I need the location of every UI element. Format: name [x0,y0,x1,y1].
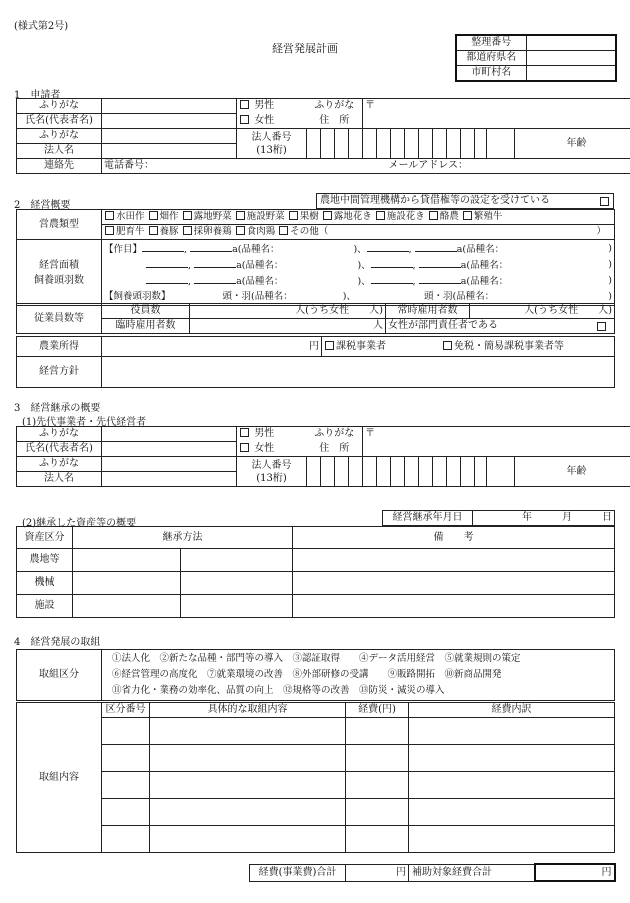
prefecture-input[interactable] [526,51,616,66]
address-input[interactable] [363,114,630,129]
col-method: 継承方法 [73,527,293,549]
regular-label: 常時雇用者数 [386,304,470,319]
page-title: 経営発展計画 [272,42,338,55]
chukan-row [316,193,614,209]
mail-field[interactable]: メールアドレス： [377,159,630,174]
asset-input[interactable] [73,549,181,572]
addr-label: 住 所 [307,114,363,129]
prev-addr-label: 住 所 [307,442,363,457]
type-checkbox[interactable] [279,226,288,235]
cost-input[interactable] [346,745,409,772]
female-option[interactable]: 女性 [237,114,307,129]
temp-label: 臨時雇用者数 [102,319,190,334]
prev-male-option[interactable]: 男性 [237,427,307,442]
subsidy-label: 補助対象経費合計 [409,864,535,881]
prev-age-label: 年齢 [515,457,630,487]
applicant-table [16,98,630,174]
type-checkbox[interactable] [105,211,114,220]
totals-row [249,863,616,882]
section3-sub2: (2)継承した資産等の概要 [22,518,137,529]
income-label: 農業所得 [17,337,102,357]
section2-heading: 2 経営概要 [14,200,71,211]
asset-input[interactable] [181,595,293,618]
name-rep-input[interactable] [102,114,237,129]
asset-input[interactable] [181,549,293,572]
succession-date-label: 経営継承年月日 [383,511,473,526]
type-checkbox[interactable] [289,211,298,220]
breakdown-input[interactable] [409,826,615,853]
contact-label: 連絡先 [17,159,102,174]
no-input[interactable] [102,718,150,745]
breakdown-input[interactable] [409,772,615,799]
prefecture-label: 都道府県名 [456,51,526,66]
type-label: 営農類型 [17,210,102,240]
no-input[interactable] [102,745,150,772]
exempt-checkbox[interactable] [443,341,452,350]
corp-digit[interactable] [405,129,419,159]
total-label: 経費(事業費)合計 [250,864,346,881]
prev-corp-name-label: 法人名 [17,472,102,487]
corp-digit[interactable] [363,129,377,159]
reg-number-input[interactable] [526,35,616,51]
prev-corp-no-label: 法人番号 (13桁) [237,457,307,487]
corp-digit[interactable] [461,129,475,159]
income-input[interactable]: 円 [102,337,322,357]
corp-digit[interactable] [433,457,447,487]
succession-date-row [382,510,615,526]
furigana-addr-label: ふりがな [307,99,363,114]
corp-digit[interactable] [335,457,349,487]
subsidy-input[interactable]: 円 [535,864,615,881]
corp-name-input[interactable] [102,144,237,159]
corp-digit[interactable] [447,457,461,487]
prev-name-input[interactable] [102,442,237,457]
succession-date-input[interactable]: 年 月 日 [473,511,615,526]
naiyo-label: 取組内容 [17,703,102,853]
type-checkbox[interactable] [323,211,332,220]
corp-digit[interactable] [335,129,349,159]
asset-input[interactable] [73,595,181,618]
corp-name-label: 法人名 [17,144,102,159]
name-rep-label: 氏名(代表者名) [17,114,102,129]
detail-input[interactable] [150,718,346,745]
reg-number-label: 整理番号 [456,35,526,51]
municipality-label: 市町村名 [456,66,526,82]
prev-postal-field[interactable]: 〒 [363,427,630,442]
type-checkbox[interactable] [376,211,385,220]
regular-input[interactable]: 人(うち女性 人) [470,304,615,319]
corp-digit[interactable] [405,457,419,487]
emp-label: 従業員数等 [17,304,102,334]
corp-digit[interactable] [391,457,405,487]
corp-digit[interactable] [433,129,447,159]
asset-note-input[interactable] [293,572,615,595]
policy-label: 経営方針 [17,357,102,388]
type-checkbox[interactable] [236,226,245,235]
prev-address-input[interactable] [363,442,630,457]
breakdown-input[interactable] [409,745,615,772]
corp-digit[interactable] [349,457,363,487]
chukan-field[interactable]: 農地中間管理機構から貸借権等の設定を受けている [317,194,614,209]
male-option[interactable]: 男性 [237,99,307,114]
kubun-list: ①法人化 ②新たな品種・部門等の導入 ③認証取得 ④データ活用経営 ⑤就業規則の策定 ⑥経営管理の高度化 ⑦就業環境の改善 ⑧外部研修の受講 ⑨販路開拓 ⑩新商品開発 ⑪省力化・業務の効率化、品質の向上 ⑫規格等の改善 ⑬防災・減災の導入 [102,650,615,701]
temp-input[interactable]: 人 [190,319,386,334]
corp-digit[interactable] [363,457,377,487]
asset-input[interactable] [73,572,181,595]
policy-input[interactable] [102,357,615,388]
col-breakdown: 経費内訳 [409,703,615,718]
types-row1[interactable]: 水田作 畑作 露地野菜 施設野菜 果樹 露地花き 施設花き 酪農 繁殖牛 [102,210,615,225]
corp-digit[interactable] [447,129,461,159]
woman-head-checkbox[interactable] [597,322,606,331]
woman-head-field[interactable]: 女性が部門責任者である [386,319,615,334]
detail-input[interactable] [150,799,346,826]
chukan-checkbox[interactable] [600,197,609,206]
total-input[interactable]: 円 [346,864,409,881]
municipality-input[interactable] [526,66,616,82]
type-checkbox[interactable] [183,226,192,235]
overview-table [16,209,615,306]
section3-heading: 3 経営継承の概要 [14,403,101,414]
kubun-table [16,649,615,701]
no-input[interactable] [102,799,150,826]
predecessor-table [16,426,630,487]
corp-no-label: 法人番号 (13桁) [237,129,307,159]
prev-corp-name-input[interactable] [102,472,237,487]
corp-digit[interactable] [321,129,335,159]
no-input[interactable] [102,772,150,799]
naiyo-table [16,702,615,853]
furigana-corp-label: ふりがな [17,129,102,144]
prev-female-checkbox[interactable] [240,443,249,452]
corp-digit[interactable] [391,129,405,159]
phone-field[interactable]: 電話番号： [102,159,377,174]
female-checkbox[interactable] [240,115,249,124]
col-asset: 資産区分 [17,527,73,549]
cost-input[interactable] [346,799,409,826]
employees-table [16,303,615,334]
tax-options[interactable]: 課税事業者 免税・簡易課税事業者等 [322,337,615,357]
age-label: 年齢 [515,129,630,159]
type-checkbox[interactable] [149,211,158,220]
cost-input[interactable] [346,718,409,745]
corp-digit[interactable] [377,457,391,487]
no-input[interactable] [102,826,150,853]
corp-digit[interactable] [321,457,335,487]
furigana-rep-input[interactable] [102,99,237,114]
furigana-corp-input[interactable] [102,129,237,144]
asset-row-label: 機械 [17,572,73,595]
types-row2[interactable]: 肥育牛 養豚 採卵養鶏 食肉鶏 その他（ ） [102,225,615,240]
col-detail: 具体的な取組内容 [150,703,346,718]
prev-furigana-corp-label: ふりがな [17,457,102,472]
corp-digit[interactable] [307,129,321,159]
corp-digit[interactable] [307,457,321,487]
col-cost: 経費(円) [346,703,409,718]
prev-female-option[interactable]: 女性 [237,442,307,457]
postal-field[interactable]: 〒 [363,99,630,114]
type-checkbox[interactable] [183,211,192,220]
corp-digit[interactable] [419,129,433,159]
prev-furigana-input[interactable] [102,427,237,442]
prev-male-checkbox[interactable] [240,428,249,437]
type-checkbox[interactable] [105,226,114,235]
male-checkbox[interactable] [240,100,249,109]
corp-digit[interactable] [461,457,475,487]
section3-sub1: (1)先代事業者・先代経営者 [22,417,147,428]
prev-furigana-label: ふりがな [17,427,102,442]
registration-box [455,34,617,82]
corp-digit[interactable] [377,129,391,159]
corp-digit[interactable] [475,129,487,159]
detail-input[interactable] [150,826,346,853]
tax-checkbox[interactable] [325,341,334,350]
type-checkbox[interactable] [463,211,472,220]
col-no: 区分番号 [102,703,150,718]
asset-row-label: 施設 [17,595,73,618]
form-id: (様式第2号) [14,21,69,32]
asset-input[interactable] [181,572,293,595]
prev-furigana-addr-label: ふりがな [307,427,363,442]
corp-digit[interactable] [349,129,363,159]
breakdown-input[interactable] [409,718,615,745]
asset-note-input[interactable] [293,549,615,572]
type-checkbox[interactable] [149,226,158,235]
officers-label: 役員数 [102,304,190,319]
assets-table [16,526,615,618]
furigana-rep-label: ふりがな [17,99,102,114]
officers-input[interactable]: 人(うち女性 人) [190,304,386,319]
corp-digit[interactable] [475,457,487,487]
section1-heading: 1 申請者 [14,90,61,101]
income-table [16,336,615,388]
prev-furigana-corp-input[interactable] [102,457,237,472]
cost-input[interactable] [346,772,409,799]
section4-heading: 4 経営発展の取組 [14,637,101,648]
cost-input[interactable] [346,826,409,853]
prev-name-label: 氏名(代表者名) [17,442,102,457]
type-checkbox[interactable] [236,211,245,220]
type-checkbox[interactable] [429,211,438,220]
corp-digit[interactable] [419,457,433,487]
detail-input[interactable] [150,772,346,799]
area-label: 経営面積 飼養頭羽数 [17,240,102,306]
detail-input[interactable] [150,745,346,772]
area-field[interactable]: 【作目】 , a(品種名： )、 , a(品種名： ) , a(品種名： )、 , a(品種名： ) , a(品種名： )、 , a(品種名： ) 【飼養頭羽数】 頭・羽(品種名： )、 頭・羽(品種名： ) [102,240,615,306]
breakdown-input[interactable] [409,799,615,826]
kubun-label: 取組区分 [17,650,102,701]
asset-note-input[interactable] [293,595,615,618]
asset-row-label: 農地等 [17,549,73,572]
col-note: 備 考 [293,527,615,549]
